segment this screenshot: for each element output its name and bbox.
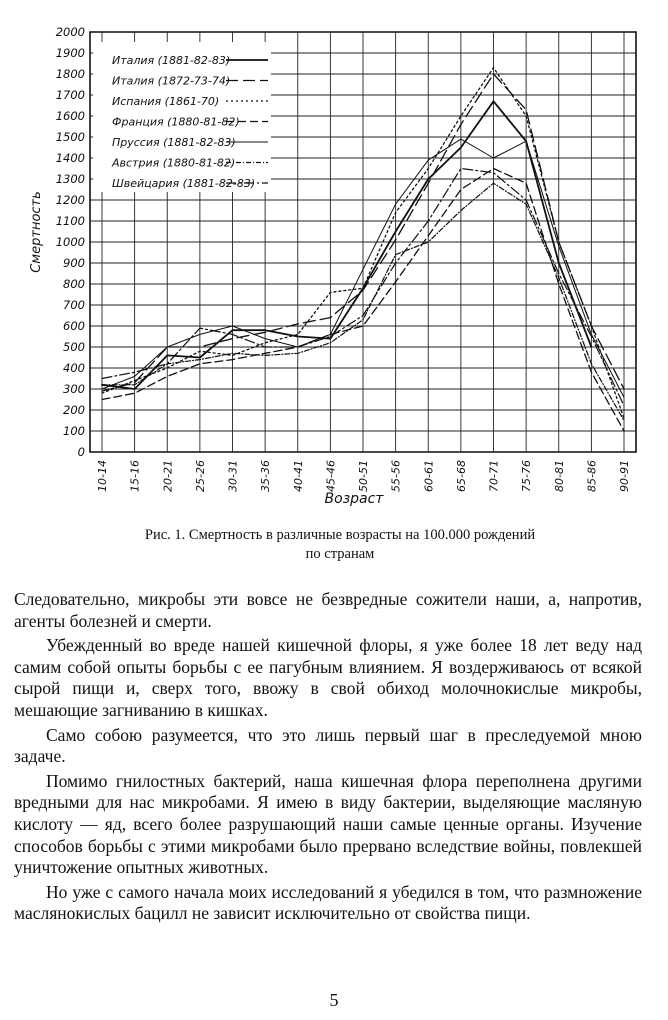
x-tick-label: 40-41 [291, 460, 305, 492]
y-tick-label: 1800 [55, 67, 85, 81]
y-tick-label: 900 [63, 256, 85, 270]
caption-line-1: Рис. 1. Смертность в различные возрасты на 100.000 рождений [144, 527, 536, 543]
y-tick-label: 1900 [55, 46, 85, 60]
legend-label: Пруссия (1881-82-83) [112, 136, 236, 149]
y-tick-label: 1100 [55, 214, 85, 228]
x-tick-label: 50-51 [357, 460, 370, 492]
y-tick-label: 800 [63, 277, 85, 291]
x-tick-label: 10-14 [96, 460, 109, 492]
y-tick-label: 1600 [55, 109, 85, 123]
y-tick-label: 700 [63, 298, 85, 312]
legend-label: Франция (1880-81-82) [112, 115, 240, 129]
y-tick-label: 400 [63, 361, 85, 375]
y-tick-label: 500 [63, 340, 85, 354]
x-tick-label: 30-31 [226, 460, 240, 492]
legend-label: Италия (1872-73-74) [112, 74, 231, 88]
x-tick-label: 15-16 [128, 460, 142, 492]
x-tick-label: 35-36 [259, 460, 273, 492]
y-tick-label: 1500 [55, 130, 85, 144]
x-tick-label: 60-61 [422, 460, 436, 492]
page-number: 5 [329, 990, 339, 1010]
y-tick-label: 200 [63, 403, 85, 417]
y-tick-label: 1700 [55, 88, 85, 102]
x-tick-label: 75-76 [520, 460, 534, 492]
y-axis-label: Смертность [29, 191, 44, 273]
y-tick-label: 1200 [55, 193, 85, 207]
y-tick-label: 300 [63, 382, 85, 396]
legend-label: Италия (1881-82-83) [112, 54, 231, 67]
y-tick-label: 1000 [55, 235, 85, 249]
figure-caption [40, 526, 640, 564]
y-tick-label: 600 [63, 319, 85, 333]
paragraph-4: Помимо гнилостных бактерий, наша кишечная флора переполнена другими вредными для нас микробами. Я имею в виду бактерии, выделяющие масляную кислоту — яд, всего более разрушающий наши самые ценные органы. Изучение способов борьбы с этими микробами было прервано вследствие войны, повлекшей уничтожение опытных животных. [14, 770, 642, 878]
y-tick-label: 1300 [55, 172, 85, 186]
legend-label: Швейцария (1881-82-83) [112, 177, 256, 190]
x-axis-label: Возраст [324, 491, 384, 507]
y-tick-label: 2000 [55, 25, 85, 39]
paragraph-5: Но уже с самого начала моих исследований я убедился в том, что размножение маслянокислых бацилл не зависит исключительно от свойства пищи. [14, 881, 642, 924]
paragraph-3: Само собою разумеется, что это лишь первый шаг в преследуемой мною задаче. [14, 724, 642, 767]
x-tick-label: 45-46 [324, 460, 338, 492]
x-tick-label: 20-21 [161, 460, 175, 492]
x-tick-label: 25-26 [193, 460, 207, 492]
caption-line-2: по странам [305, 546, 375, 562]
legend-label: Австрия (1880-81-82) [112, 156, 236, 170]
y-tick-label: 0 [77, 445, 85, 459]
x-axis-ticks [96, 460, 631, 492]
y-axis-ticks [56, 25, 85, 459]
y-tick-label: 1400 [55, 151, 85, 165]
x-tick-label: 80-81 [552, 460, 566, 492]
paragraph-2: Убежденный во вреде нашей кишечной флоры, я уже более 18 лет веду над самим собой опыты борьбы с ее пагубным влиянием. Я воздерживаюсь от всякой сырой пищи и, сверх того, ввожу в свой обиход молочнокислые микробы, мешающие загниванию в кишках. [14, 635, 642, 720]
x-tick-label: 65-68 [454, 460, 468, 492]
x-tick-label: 85-86 [585, 460, 599, 492]
legend-label: Испания (1861-70) [112, 95, 220, 108]
y-tick-label: 100 [63, 424, 85, 438]
x-tick-label: 55-56 [389, 460, 403, 492]
body-text [14, 589, 642, 925]
x-tick-label: 70-71 [487, 460, 501, 492]
paragraph-1: Следовательно, микробы эти вовсе не безвредные сожители наши, а, напротив, агенты болезней и смерти. [14, 589, 642, 631]
x-tick-label: 90-91 [618, 460, 631, 492]
